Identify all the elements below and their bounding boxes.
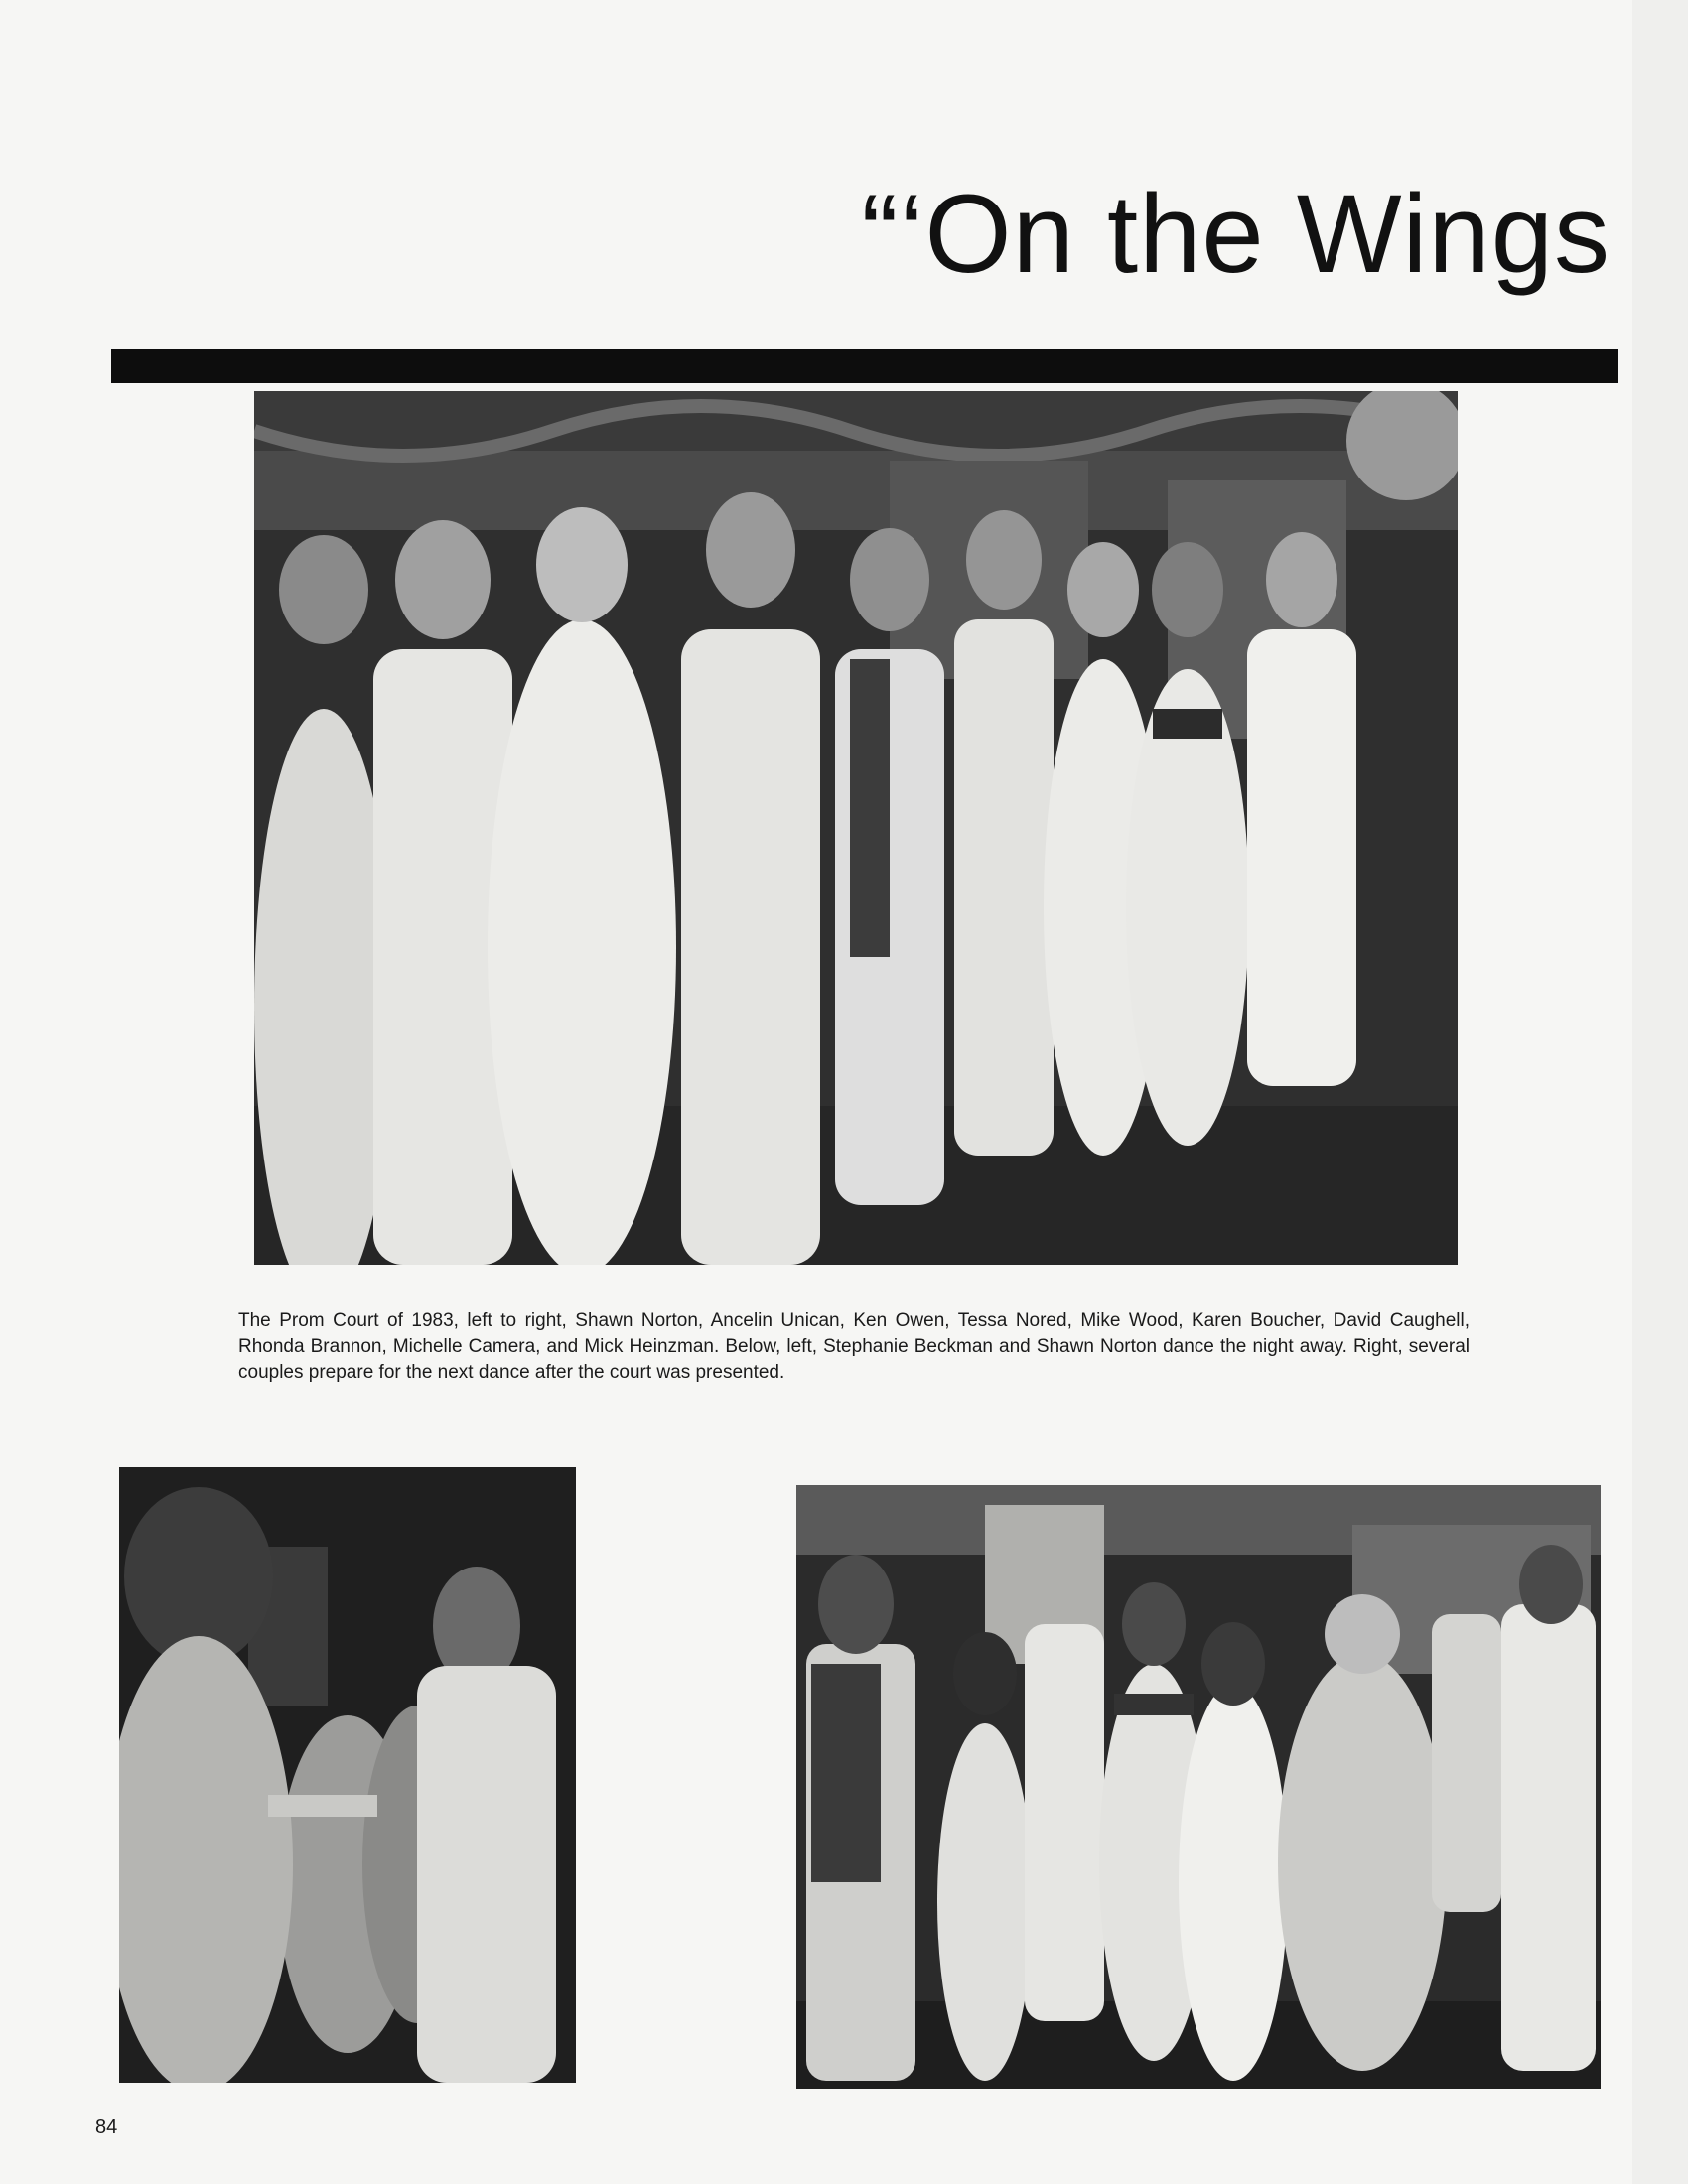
headline-rule xyxy=(111,349,1618,383)
couples-preparing-photo xyxy=(796,1485,1601,2089)
prom-court-photo-image xyxy=(254,391,1458,1265)
page-headline: “‘On the Wings xyxy=(861,172,1611,296)
couples-preparing-photo-image xyxy=(796,1485,1601,2089)
photo-caption: The Prom Court of 1983, left to right, Shawn Norton, Ancelin Unican, Ken Owen, Tessa Nored, Mike Wood, Karen Boucher, David Caughell, Rhonda Brannon, Michelle Camera, and Mick Heinzman. Below, left, Stephanie Beckman and Shawn Norton dance the night away. Right, several couples prepare for the next dance after the court was presented. xyxy=(238,1310,1470,1383)
prom-court-photo xyxy=(254,391,1458,1265)
page-edge xyxy=(1632,0,1688,2184)
dancing-couple-photo xyxy=(119,1467,576,2083)
page-number: 84 xyxy=(95,2116,118,2138)
dancing-couple-photo-image xyxy=(119,1467,576,2083)
